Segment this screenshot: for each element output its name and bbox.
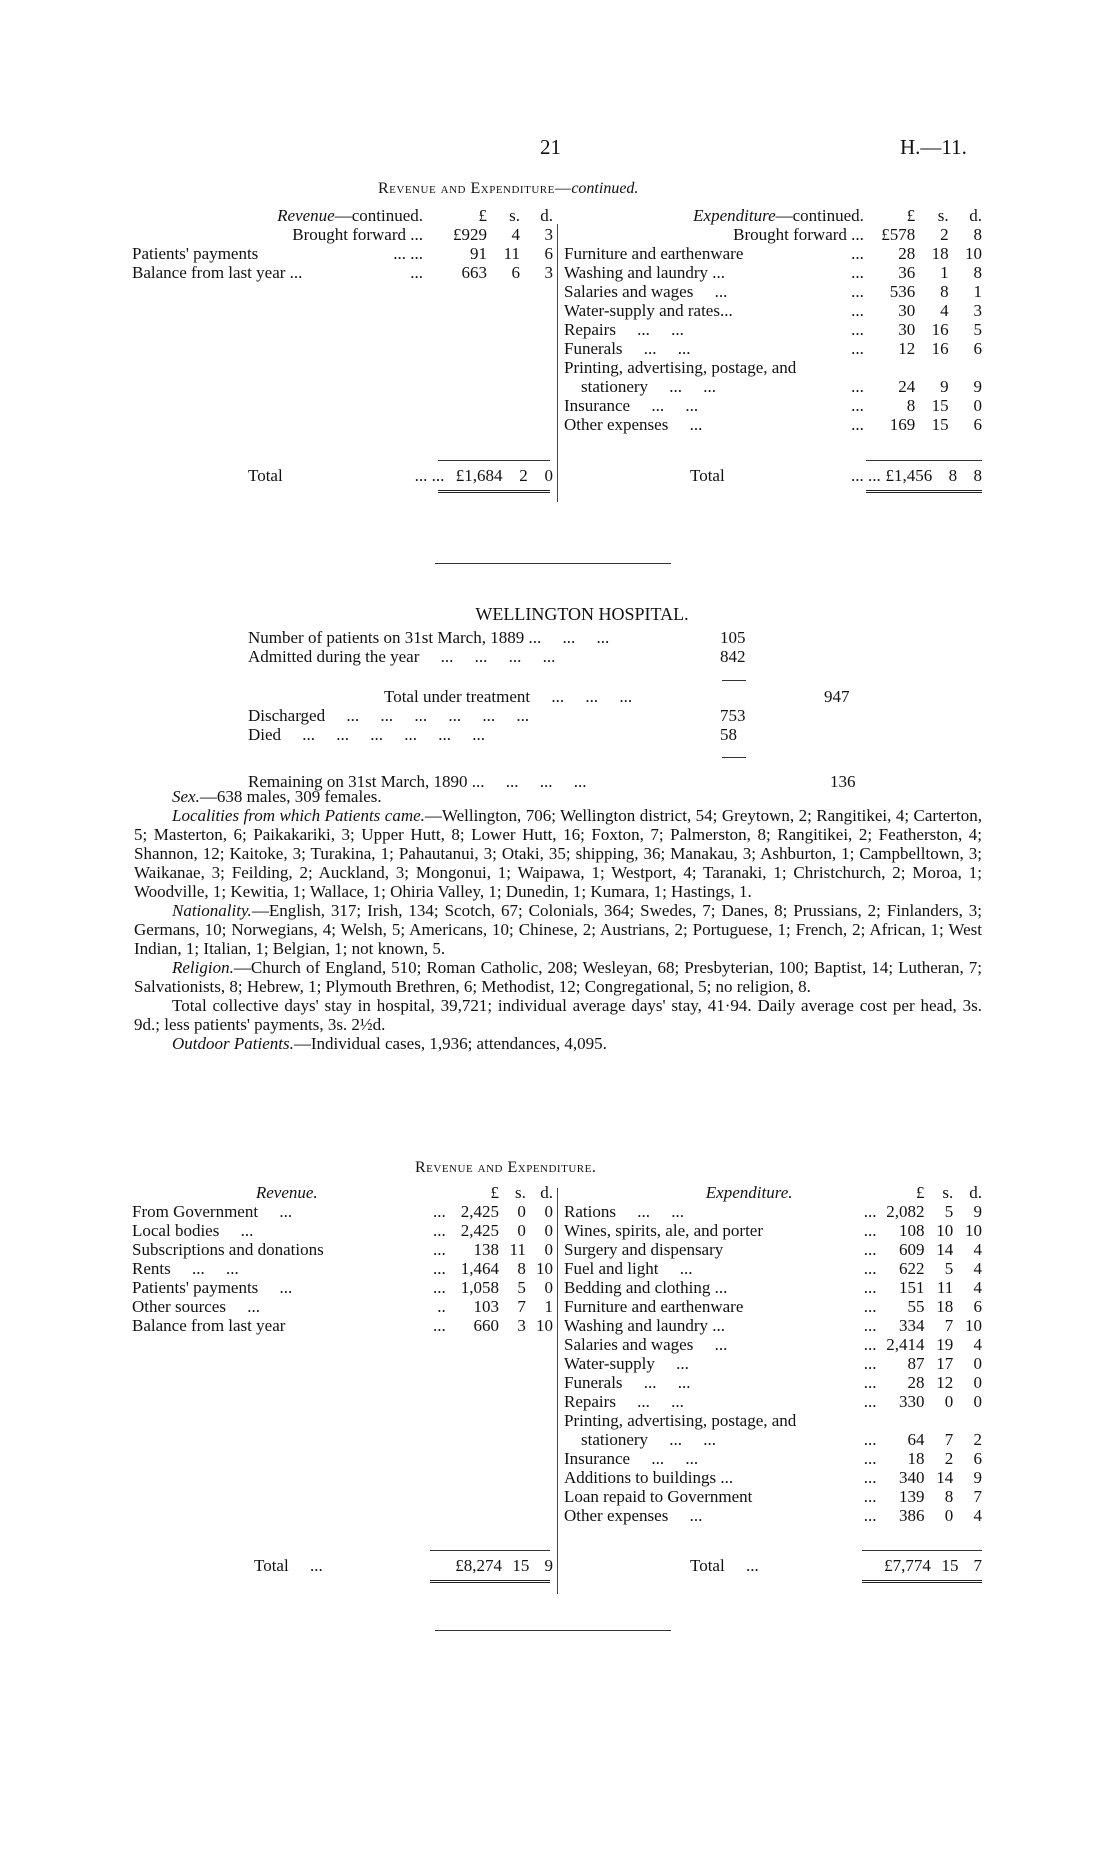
table-row: Rents ... ... ... 1,464 8 10: [132, 1259, 553, 1278]
revenue-subtotal-rule: [438, 460, 550, 461]
section-title: [378, 180, 638, 198]
table-row: Rations ... ... ... 2,082 5 9: [564, 1202, 982, 1221]
stat-row: Discharged ... ... ... ... ... ... 753: [248, 706, 746, 725]
column-divider: [557, 224, 558, 502]
table-row: stationery ... ... ... 64 7 2: [564, 1430, 982, 1449]
revenue-heading-rest: —continued.: [334, 206, 424, 225]
section-title-main: Revenue and Expenditure—: [378, 180, 572, 197]
table-row: Water-supply ... ... 87 17 0: [564, 1354, 982, 1373]
patient-statistics: [248, 628, 868, 791]
table-row: Salaries and wages ... ... 2,414 19 4: [564, 1335, 982, 1354]
table-row: Insurance ... ... ... 8 15 0: [564, 396, 982, 415]
table-row: Other expenses ... ... 386 0 4: [564, 1506, 982, 1525]
table-row: Water-supply and rates... ... 30 4 3: [564, 301, 982, 320]
table-row: Salaries and wages ... ... 536 8 1: [564, 282, 982, 301]
document-reference: H.—11.: [900, 135, 967, 159]
table-row: Loan repaid to Government ... 139 8 7: [564, 1487, 982, 1506]
revenue-table: Revenue. £ s. d. From Government ... ... 2,425 0 0 Local bodies ... ... 2,425 0 0 Subscriptions and donations ... 138 11 0 Rents ... ... ... 1,464 8 10 Patients' payments ... ... 1,058 5 0 Other sources ... .. 103 7 1 Balance from last year ... 660 3 10: [132, 1183, 553, 1335]
stat-row: Remaining on 31st March, 1890 ... ... ... ... 136: [248, 772, 856, 791]
col-pounds: £: [478, 206, 487, 225]
table-row: Insurance ... ... ... 18 2 6: [564, 1449, 982, 1468]
table-row: Balance from last year ... 660 3 10: [132, 1316, 553, 1335]
religion-paragraph: Religion.—Church of England, 510; Roman Catholic, 208; Wesleyan, 68; Presbyterian, 100; Baptist, 14; Lutheran, 7; Salvationists, 8; Hebrew, 1; Plymouth Brethren, 6; Methodist, 12; Congregational, 5; no religion, 8.: [134, 958, 982, 996]
table-row: Funerals ... ... ... 12 16 6: [564, 339, 982, 358]
table-row: Washing and laundry ... ... 334 7 10: [564, 1316, 982, 1335]
expenditure-table: Expenditure. £ s. d. Rations ... ... ... 2,082 5 9 Wines, spirits, ale, and porter ... 108 10 10 Surgery and dispensary ... 609 14 4 Fuel and light ... ... 622 5 4 Bedding and clothing ... ... 151 11 4 Furniture and earthenware ... 55 18 6 Washing and laundry ... ... 334 7 10 Salaries and wages ... ... 2,414 19 4 Water-supply ... ... 87 17 0 Funerals ... ... ... 28 12 0 Repairs ... ... ... 330 0 0 Printing, advertising, postage, and stationery ... ... ... 64 7 2 Insurance ... ... ... 18 2 6 Additions to buildings ... ... 340 14 9 Loan repaid to Government ... 139 8 7 Other expenses ... ... 386 0 4: [564, 1183, 982, 1525]
nationality-paragraph: Nationality.—English, 317; Irish, 134; Scotch, 67; Colonials, 364; Swedes, 7; Danes, 8; Prussians, 2; Finlanders, 3; Germans, 10; Norwegians, 4; Welsh, 5; Americans, 10; Chinese, 2; Austrians, 2; Portuguese, 1; French, 2; African, 1; West Indian, 1; Italian, 1; Belgian, 1; not known, 5.: [134, 901, 982, 958]
table-row: stationery ... ... ... 24 9 9: [564, 377, 982, 396]
section-end-separator: [435, 1630, 671, 1631]
expenditure-total-row: Total ... ... £1,456 8 8: [690, 466, 982, 485]
expenditure-total-rule: [862, 1580, 982, 1583]
col-shillings: s.: [509, 206, 520, 225]
revenue-total-row: Total ... £8,274 15 9: [254, 1556, 553, 1575]
section-separator: [435, 563, 671, 564]
table-row: Other sources ... .. 103 7 1: [132, 1297, 553, 1316]
table-row: Repairs ... ... ... 30 16 5: [564, 320, 982, 339]
table-row: From Government ... ... 2,425 0 0: [132, 1202, 553, 1221]
table-row: Other expenses ... ... 169 15 6: [564, 415, 982, 434]
table-row: Wines, spirits, ale, and porter ... 108 10 10: [564, 1221, 982, 1240]
expenditure-total-row: Total ... £7,774 15 7: [690, 1556, 982, 1575]
table-row: Surgery and dispensary ... 609 14 4: [564, 1240, 982, 1259]
table-row: Repairs ... ... ... 330 0 0: [564, 1392, 982, 1411]
outdoor-paragraph: Outdoor Patients.—Individual cases, 1,936; attendances, 4,095.: [172, 1034, 607, 1053]
stat-row: Died ... ... ... ... ... ... 58: [248, 725, 737, 744]
stat-rule: [722, 680, 746, 681]
revenue-total-rule: [430, 1580, 550, 1583]
patient-details: [134, 787, 982, 1053]
stat-row: Admitted during the year ... ... ... ... 842: [248, 647, 746, 666]
total-pounds: £1,684: [455, 466, 503, 485]
stay-paragraph: Total collective days' stay in hospital, 39,721; individual average days' stay, 41·94. Daily average cost per head, 3s. 9d.; less patients' payments, 3s. 2½d.: [134, 996, 982, 1034]
table-row: Patients' payments ... ... 1,058 5 0: [132, 1278, 553, 1297]
revenue-heading: Revenue.: [255, 1183, 318, 1202]
total-label: Total: [248, 466, 283, 485]
expenditure-heading: Expenditure: [693, 206, 776, 225]
total-pence: 0: [544, 466, 553, 485]
total-shillings: 2: [519, 466, 528, 485]
revenue-total-row: Total ... ... £1,684 2 0: [248, 466, 553, 485]
expenditure-heading-rest: —continued.: [775, 206, 864, 225]
stat-row: Total under treatment ... ... ... 947: [384, 687, 850, 706]
revenue-continued-table: [130, 206, 555, 282]
table-row: Balance from last year ... ... 663 6 3: [132, 263, 553, 282]
table-row: Funerals ... ... ... 28 12 0: [564, 1373, 982, 1392]
stat-row: Number of patients on 31st March, 1889 ... ... ... 105: [248, 628, 746, 647]
table-row: Printing, advertising, postage, and: [564, 1411, 797, 1430]
section2-title: Revenue and Expenditure.: [415, 1159, 597, 1176]
table-row: Brought forward ... £929 4 3: [292, 225, 553, 244]
table-row: Brought forward ... £578 2 8: [733, 225, 982, 244]
page-number: 21: [540, 135, 561, 159]
table-row: Patients' payments ... ... 91 11 6: [132, 244, 553, 263]
revenue-subtotal-rule: [430, 1550, 550, 1551]
table-row: Printing, advertising, postage, and: [564, 358, 797, 377]
table-row: Furniture and earthenware ... 28 18 10: [564, 244, 982, 263]
table-row: Additions to buildings ... ... 340 14 9: [564, 1468, 982, 1487]
localities-paragraph: Localities from which Patients came.—Wellington, 706; Wellington district, 54; Greytown, 2; Rangitikei, 4; Carterton, 5; Masterton, 6; Paikakariki, 3; Upper Hutt, 8; Lower Hutt, 16; Foxton, 7; Palmerston, 8; Rangitikei, 2; Featherston, 4; Shannon, 12; Kaitoke, 3; Turakina, 1; Pahautanui, 3; Otaki, 35; shipping, 36; Manakau, 3; Ashburton, 1; Campbelltown, 3; Waikanae, 3; Feilding, 2; Auckland, 3; Mongonui, 1; Waipawa, 1; Westport, 4; Taranaki, 1; Christchurch, 2; Moroa, 1; Woodville, 1; Kewitia, 1; Wallace, 1; Ohiria Valley, 1; Dunedin, 1; Kumara, 1; Hastings, 1.: [134, 806, 982, 901]
stat-rule: [722, 757, 746, 758]
table-row: Subscriptions and donations ... 138 11 0: [132, 1240, 553, 1259]
expenditure-continued-table: Expenditure—continued. £ s. d. Brought forward ... £578 2 8 Furniture and earthenware ... 28 18 10 Washing and laundry ... ... 36 1 8 Salaries and wages ... ... 536 8 1 Water-supply and rates... ... 30 4 3 Repairs ... ... ... 30 16 5 Funerals ... ... ... 12 16 6 Printing, advertising, postage, and stationery ... ... ... 24 9 9 Insurance ... ... ... 8 15 0 Other expenses ... ... 169 15 6: [564, 206, 982, 434]
revenue-total-rule: [438, 490, 550, 493]
col-pence: d.: [540, 206, 553, 225]
expenditure-subtotal-rule: [866, 460, 982, 461]
table-row: Local bodies ... ... 2,425 0 0: [132, 1221, 553, 1240]
expenditure-subtotal-rule: [862, 1550, 982, 1551]
expenditure-total-rule: [866, 490, 982, 493]
revenue-heading: Revenue: [277, 206, 335, 225]
column-divider: [557, 1188, 558, 1594]
sex-paragraph: Sex.—638 males, 309 females.: [172, 787, 382, 806]
table-row: Furniture and earthenware ... 55 18 6: [564, 1297, 982, 1316]
expenditure-heading: Expenditure.: [705, 1183, 793, 1202]
table-row: Bedding and clothing ... ... 151 11 4: [564, 1278, 982, 1297]
hospital-title: WELLINGTON HOSPITAL.: [475, 604, 689, 624]
table-row: Washing and laundry ... ... 36 1 8: [564, 263, 982, 282]
section-title-continued: continued.: [571, 180, 639, 197]
table-row: Fuel and light ... ... 622 5 4: [564, 1259, 982, 1278]
